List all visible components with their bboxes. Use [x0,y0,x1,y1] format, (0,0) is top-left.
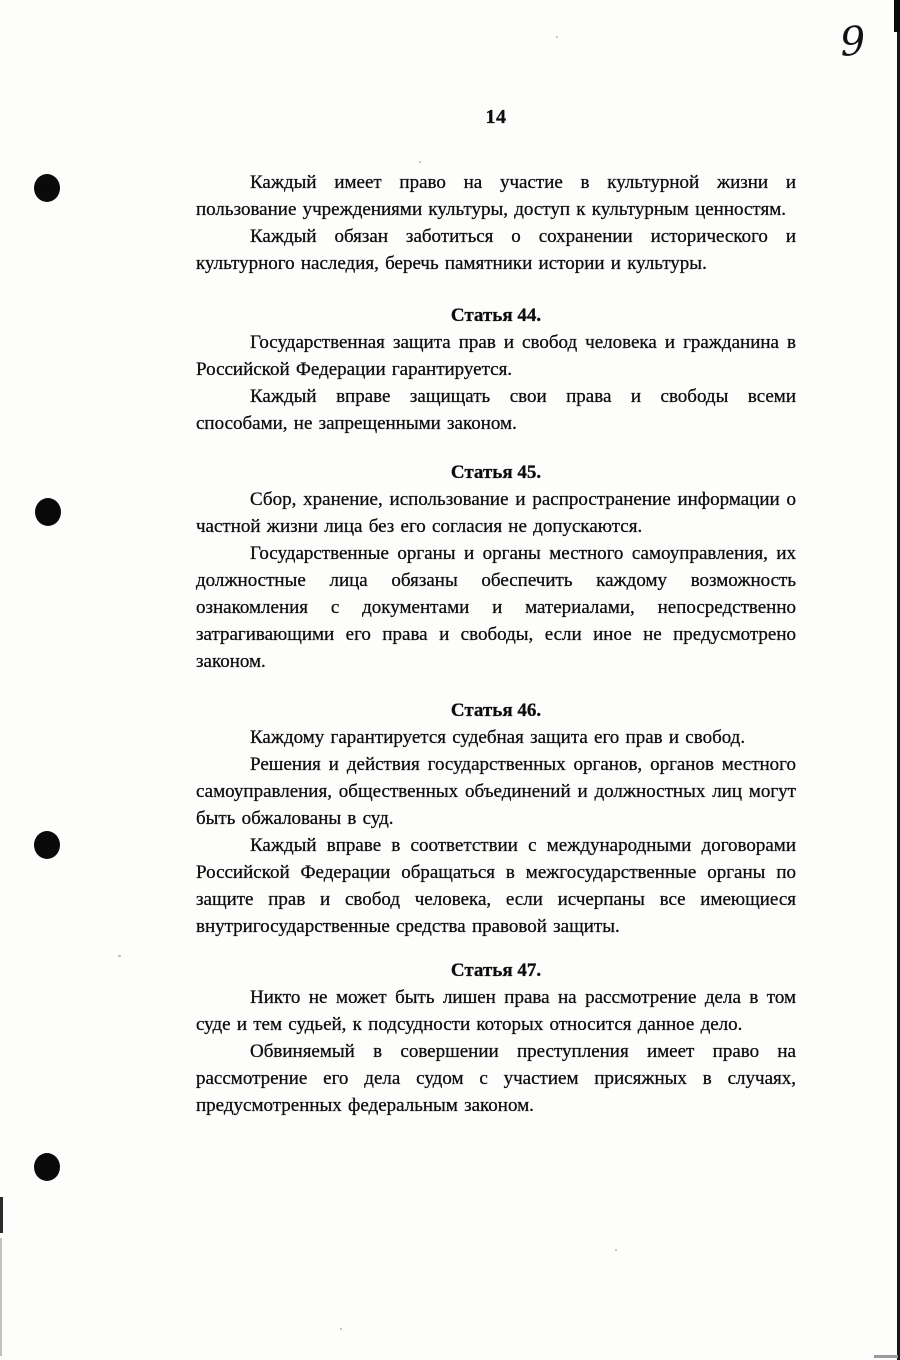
handwritten-page-annotation: 9 [838,18,868,66]
article-47-title: Статья 47. [450,960,542,981]
article-47-paragraph: Обвиняемый в совершении преступления имеет право на рассмотрение его дела судом с участием присяжных в случаях, предусмотренных федеральным законом. [196,1041,796,1116]
scan-left-edge-mark [0,1197,3,1233]
article-46-paragraph: Каждому гарантируется судебная защита его прав и свобод. [250,727,746,748]
paragraph-heritage-duty: Каждый обязан заботиться о сохранении исторического и культурного наследия, беречь памятники истории и культуры. [196,226,796,274]
scan-speckle [615,1249,617,1251]
article-44-title: Статья 44. [450,305,542,326]
paragraph-culture-rights: Каждый имеет право на участие в культурной жизни и пользование учреждениями культуры, доступ к культурным ценностям. [196,172,796,220]
scan-edge-blob [894,0,900,32]
punch-hole-mark [34,174,60,202]
scan-speckle [118,955,121,957]
article-44-paragraph: Каждый вправе защищать свои права и свободы всеми способами, не запрещенными законом. [196,386,796,434]
document-content [196,0,796,1119]
punch-hole-mark [35,498,61,526]
scan-speckle [340,1328,342,1330]
punch-hole-mark [34,1153,60,1181]
page-number: 14 [485,106,507,128]
article-46-paragraph: Решения и действия государственных органов, органов местного самоуправления, общественных объединений и должностных лиц могут быть обжалованы в суд. [196,754,796,829]
article-45-title: Статья 45. [450,462,542,483]
scan-left-edge-shade [0,1238,2,1356]
article-45-paragraph: Государственные органы и органы местного самоуправления, их должностные лица обязаны обеспечить каждому возможность ознакомления с документами и материалами, непосредственно затрагивающими его права и свободы, если иное не предусмотрено законом. [196,543,796,672]
punch-hole-mark [34,831,60,859]
article-45-paragraph: Сбор, хранение, использование и распространение информации о частной жизни лица без его согласия не допускаются. [196,489,796,537]
article-46-paragraph: Каждый вправе в соответствии с международными договорами Российской Федерации обращаться в межгосударственные органы по защите прав и свобод человека, если исчерпаны все имеющиеся внутригосударственные средства правовой защиты. [196,835,796,937]
scan-bottom-edge-mark [874,1355,898,1358]
article-44-paragraph: Государственная защита прав и свобод человека и гражданина в Российской Федерации гарантируется. [196,332,796,380]
article-46-title: Статья 46. [450,700,542,721]
article-47-paragraph: Никто не может быть лишен права на рассмотрение дела в том суде и тем судьей, к подсудности которых относится данное дело. [196,987,796,1035]
